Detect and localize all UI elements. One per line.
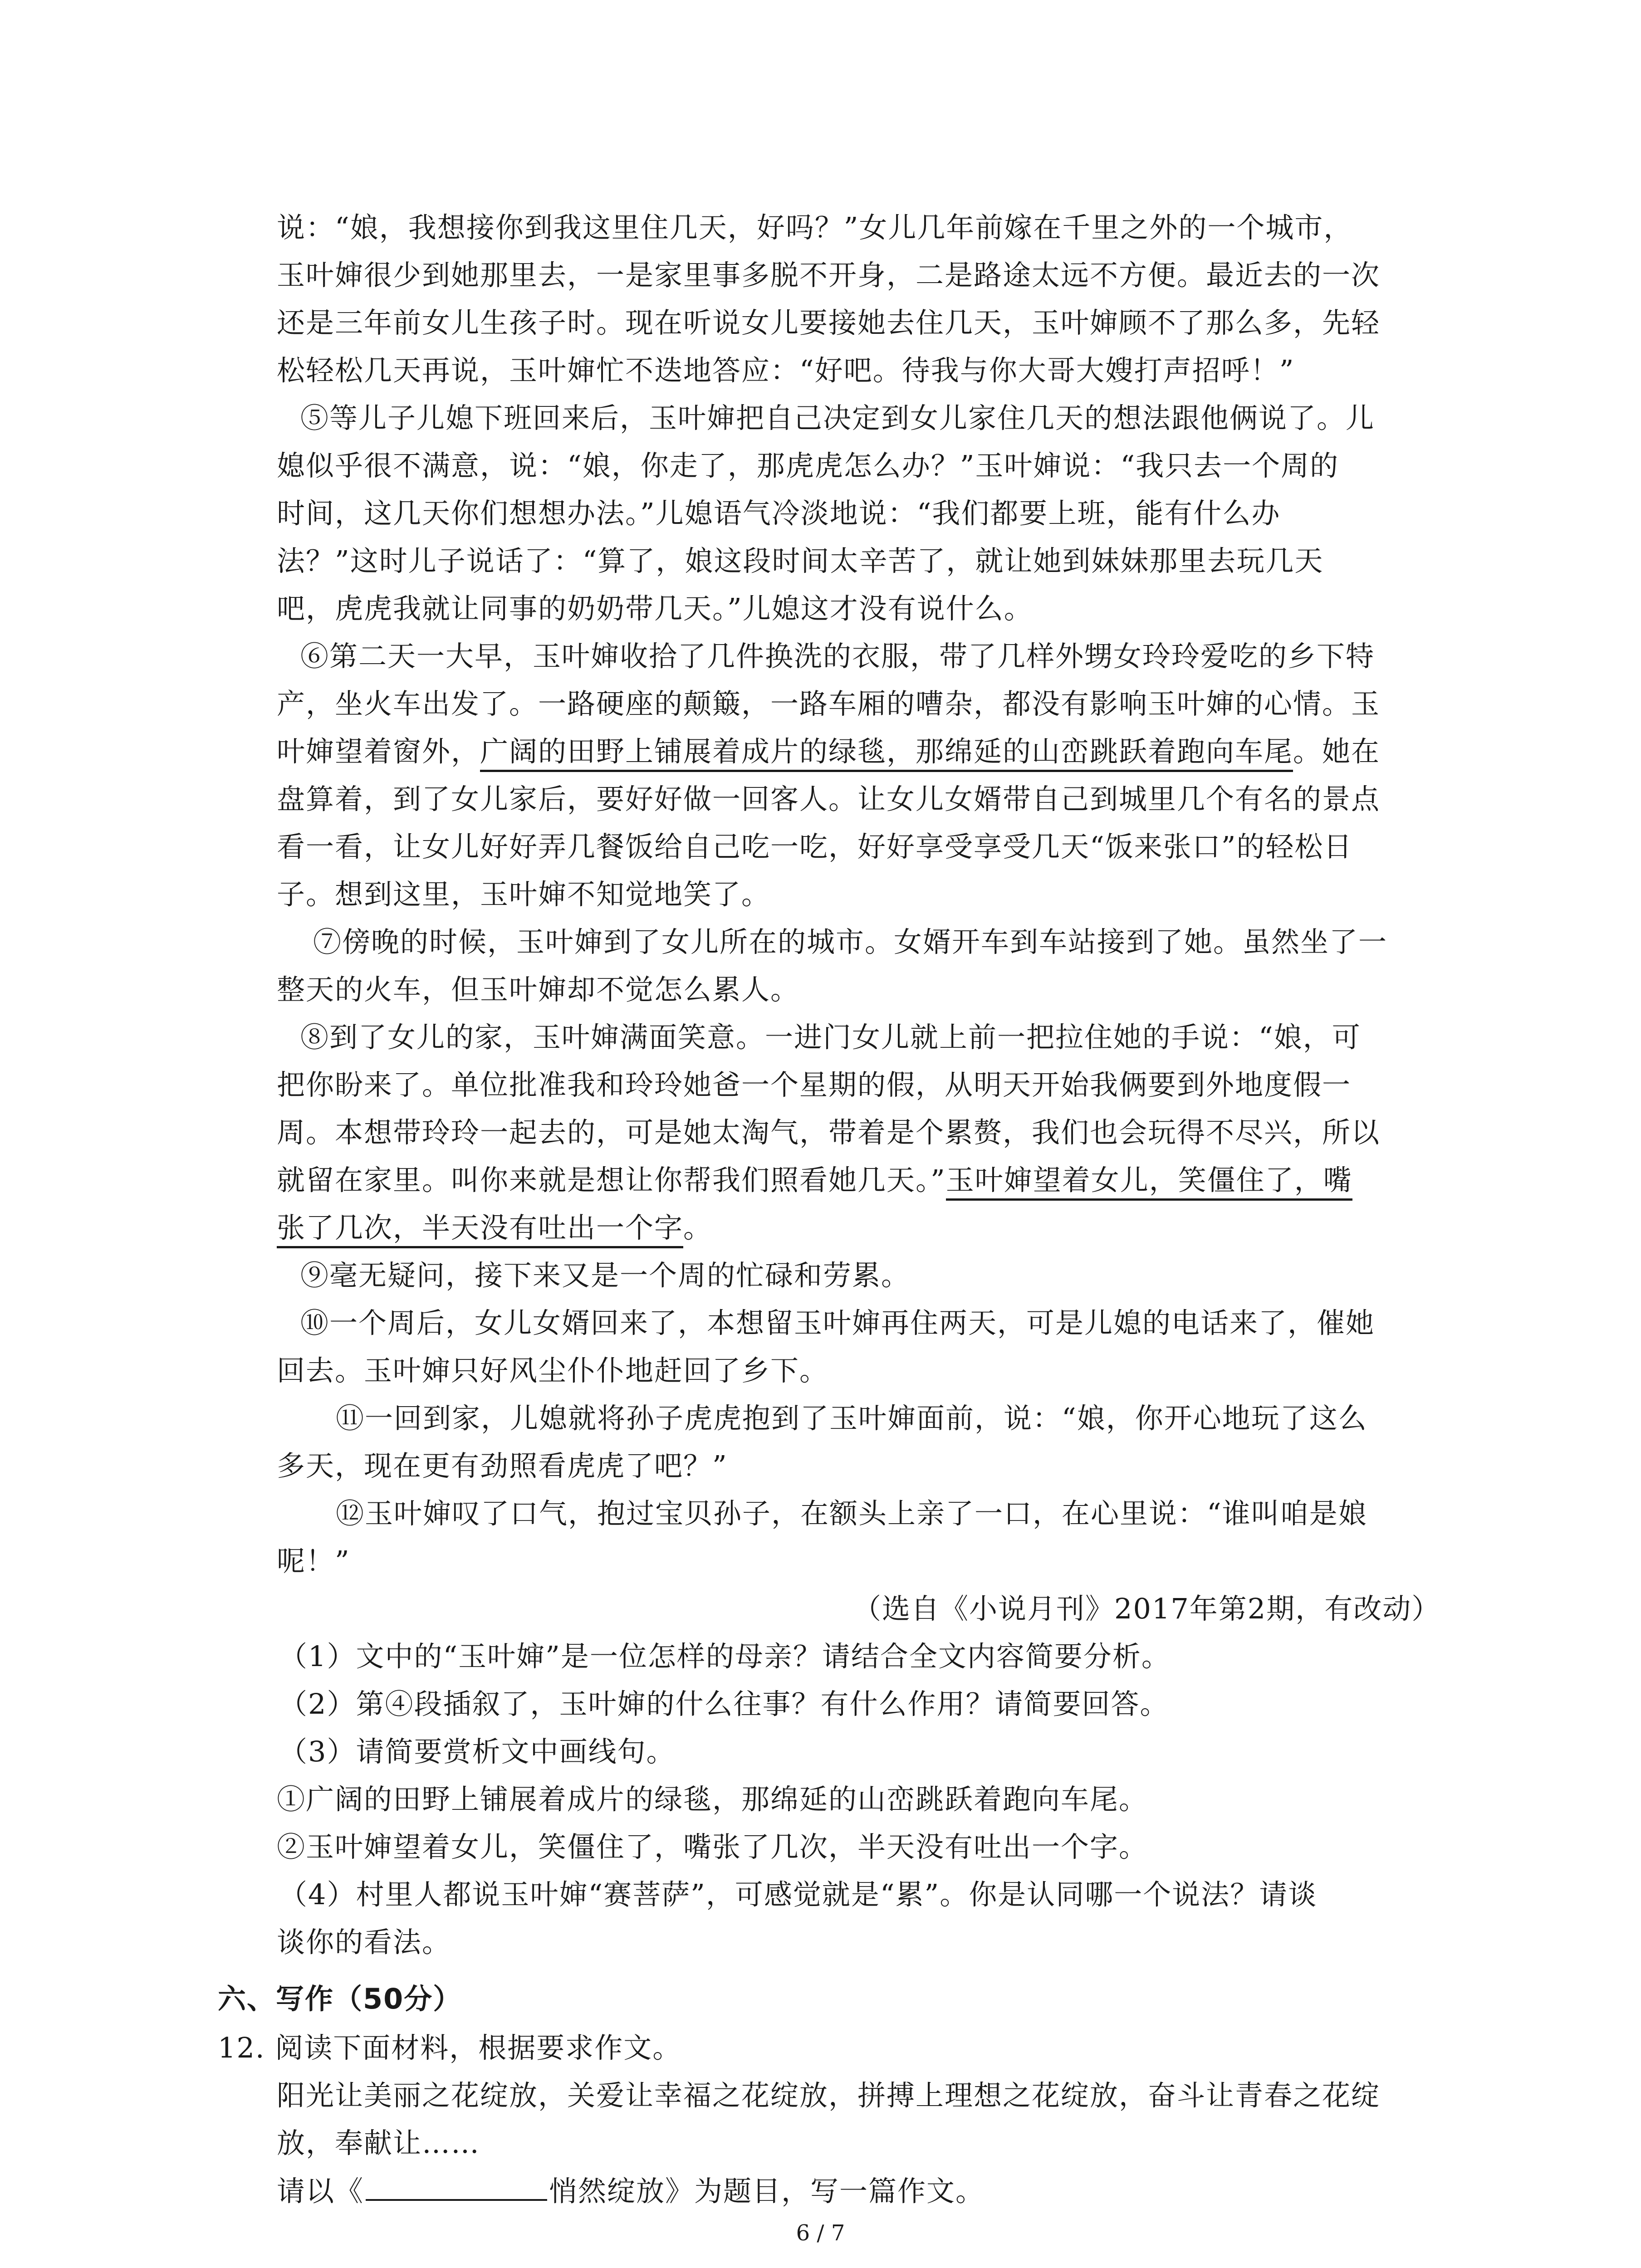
story-line: 多天，现在更有劲照看虎虎了吧？” — [277, 1449, 728, 1482]
story-line: 玉叶婶很少到她那里去，一是家里事多脱不开身，二是路途太远不方便。最近去的一次 — [277, 259, 1381, 292]
writing-material: 阳光让美丽之花绽放，关爱让幸福之花绽放，拼搏上理想之花绽放，奋斗让青春之花绽 — [277, 2079, 1381, 2112]
story-line: 整天的火车，但玉叶婶却不觉怎么累人。 — [277, 973, 800, 1006]
underlined-sentence-2: 玉叶婶望着女儿，笑僵住了，嘴 — [946, 1163, 1352, 1201]
story-line: 把你盼来了。单位批准我和玲玲她爸一个星期的假，从明天开始我俩要到外地度假一 — [277, 1068, 1352, 1101]
story-line: 法？”这时儿子说话了：“算了，娘这段时间太辛苦了，就让她到妹妹那里去玩几天 — [277, 544, 1324, 577]
story-line: 还是三年前女儿生孩子时。现在听说女儿要接她去住几天，玉叶婶顾不了那么多，先轻 — [277, 306, 1381, 339]
story-line: 呢！” — [277, 1545, 350, 1578]
story-line — [277, 733, 1380, 770]
page-number: 6 / 7 — [796, 2220, 845, 2246]
story-text: 叶婶望着窗外， — [277, 735, 480, 768]
underlined-sentence-2-cont: 张了几次，半天没有吐出一个字 — [277, 1211, 683, 1248]
story-line: 吧，虎虎我就让同事的奶奶带几天。”儿媳这才没有说什么。 — [277, 592, 1033, 625]
underlined-sentence-1: 广阔的田野上铺展着成片的绿毯，那绵延的山峦跳跃着跑向车尾 — [480, 735, 1293, 772]
question-3-item-2: ②玉叶婶望着女儿，笑僵住了，嘴张了几次，半天没有吐出一个字。 — [277, 1830, 1148, 1863]
story-line: 说：“娘，我想接你到我这里住几天，好吗？”女儿几年前嫁在千里之外的一个城市， — [277, 211, 1353, 244]
story-line: 子。想到这里，玉叶婶不知觉地笑了。 — [277, 878, 771, 911]
story-line: ⑦傍晚的时候，玉叶婶到了女儿所在的城市。女婿开车到车站接到了她。虽然坐了一 — [313, 925, 1388, 958]
story-line: 产，坐火车出发了。一路硬座的颠簸，一路车厢的嘈杂，都没有影响玉叶婶的心情。玉 — [277, 687, 1381, 720]
story-line: 媳似乎很不满意，说：“娘，你走了，那虎虎怎么办？”玉叶婶说：“我只去一个周的 — [277, 449, 1339, 482]
question-4: （4）村里人都说玉叶婶“赛菩萨”，可感觉就是“累”。你是认同哪一个说法？请谈 — [279, 1878, 1318, 1911]
story-line: ⑫玉叶婶叹了口气，抱过宝贝孙子，在额头上亲了一口，在心里说：“谁叫咱是娘 — [336, 1497, 1367, 1530]
story-line — [277, 1162, 1352, 1198]
story-line: 回去。玉叶婶只好风尘仆仆地赶回了乡下。 — [277, 1354, 829, 1387]
story-text: 就留在家里。叫你来就是想让你帮我们照看她几天。” — [277, 1163, 946, 1197]
prompt-text: 请以《 — [277, 2175, 364, 2208]
story-line: 周。本想带玲玲一起去的，可是她太淘气，带着是个累赘，我们也会玩得不尽兴，所以 — [277, 1116, 1381, 1149]
story-line: 时间，这几天你们想想办法。”儿媳语气冷淡地说：“我们都要上班，能有什么办 — [277, 497, 1281, 530]
story-line: ⑨毫无疑问，接下来又是一个周的忙碌和劳累。 — [300, 1259, 911, 1292]
question-1: （1）文中的“玉叶婶”是一位怎样的母亲？请结合全文内容简要分析。 — [279, 1640, 1171, 1673]
section-heading-writing: 六、写作（50分） — [218, 1982, 462, 2015]
question-4-cont: 谈你的看法。 — [277, 1926, 451, 1959]
story-line: ⑧到了女儿的家，玉叶婶满面笑意。一进门女儿就上前一把拉住她的手说：“娘，可 — [300, 1021, 1361, 1054]
story-line: 看一看，让女儿好好弄几餐饭给自己吃一吃，好好享受享受几天“饭来张口”的轻松日 — [277, 830, 1353, 863]
story-text: 。她在 — [1293, 735, 1381, 768]
prompt-text: 悄然绽放》为题目，写一篇作文。 — [549, 2175, 985, 2208]
story-text: 。 — [683, 1211, 713, 1244]
question-2: （2）第④段插叙了，玉叶婶的什么往事？有什么作用？请简要回答。 — [279, 1687, 1169, 1721]
story-line: ⑥第二天一大早，玉叶婶收拾了几件换洗的衣服，带了几样外甥女玲玲爱吃的乡下特 — [300, 640, 1375, 673]
writing-prompt — [277, 2173, 985, 2209]
story-line: ⑩一个周后，女儿女婿回来了，本想留玉叶婶再住两天，可是儿媳的电话来了，催她 — [300, 1306, 1375, 1339]
title-blank — [366, 2173, 547, 2201]
story-line: 盘算着，到了女儿家后，要好好做一回客人。让女儿女婿带自己到城里几个有名的景点 — [277, 782, 1381, 816]
story-line: ⑪一回到家，儿媳就将孙子虎虎抱到了玉叶婶面前，说：“娘，你开心地玩了这么 — [336, 1402, 1367, 1435]
story-line: ⑤等儿子儿媳下班回来后，玉叶婶把自己决定到女儿家住几天的想法跟他俩说了。儿 — [300, 401, 1375, 435]
question-3: （3）请简要赏析文中画线句。 — [279, 1735, 676, 1768]
question-3-item-1: ①广阔的田野上铺展着成片的绿毯，那绵延的山峦跳跃着跑向车尾。 — [277, 1783, 1148, 1816]
source-citation: （选自《小说月刊》2017年第2期，有改动） — [853, 1592, 1441, 1625]
writing-material-cont: 放，奉献让…… — [277, 2126, 480, 2160]
question-12: 12. 阅读下面材料，根据要求作文。 — [218, 2031, 682, 2064]
story-line: 松轻松几天再说，玉叶婶忙不迭地答应：“好吧。待我与你大哥大嫂打声招呼！” — [277, 354, 1295, 387]
story-line — [277, 1210, 712, 1246]
